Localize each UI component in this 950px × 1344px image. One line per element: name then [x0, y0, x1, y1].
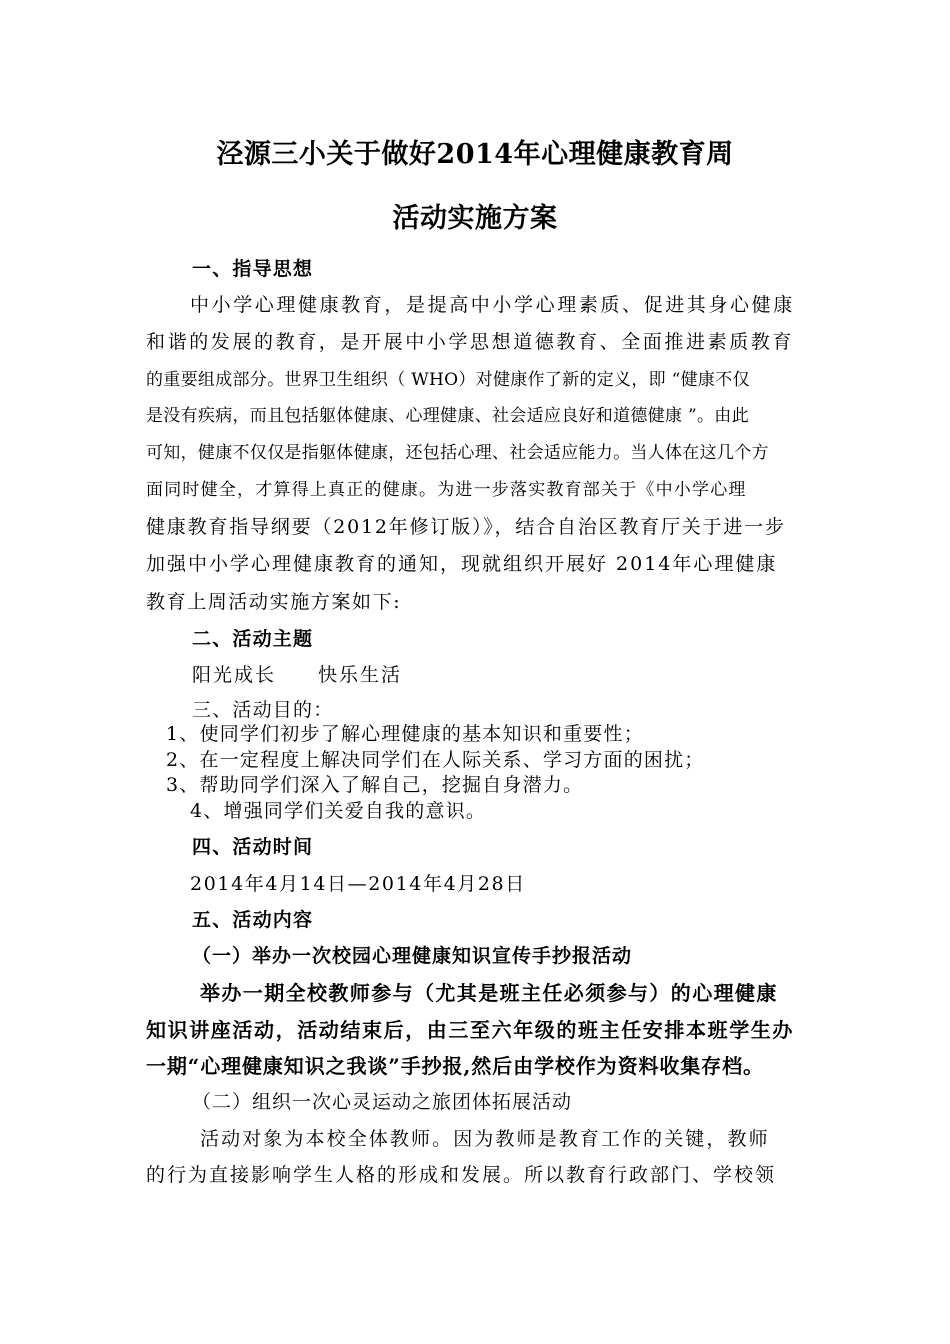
- paragraph-line: 是没有疾病，而且包括躯体健康、心理健康、社会适应良好和道德健康 ”。由此: [146, 406, 749, 426]
- document-title-line-1: 泾源三小关于做好2014年心理健康教育周: [216, 139, 734, 170]
- paragraph-line: 面同时健全，才算得上真正的健康。为进一步落实教育部关于《中小学心理: [146, 480, 747, 500]
- purpose-item: 2、在一定程度上解决同学们在人际关系、学习方面的困扰；: [166, 749, 705, 771]
- section-heading-content: 五、活动内容: [192, 909, 314, 931]
- paragraph-line: 知识讲座活动，活动结束后，由三至六年级的班主任安排本班学生办: [146, 1018, 794, 1042]
- paragraph-line: 可知，健康不仅仅是指躯体健康，还包括心理、社会适应能力。当人体在这几个方: [146, 443, 769, 463]
- subsection-heading-2: （二）组织一次心灵运动之旅团体拓展活动: [192, 1091, 573, 1113]
- paragraph-line: 和谐的发展的教育，是开展中小学思想道德教育、全面推进素质教育: [146, 331, 795, 353]
- section-heading-guiding-thought: 一、指导思想: [192, 258, 314, 280]
- paragraph-line: 举办一期全校教师参与（尤其是班主任必须参与）的心理健康: [200, 981, 778, 1005]
- section-heading-time: 四、活动时间: [192, 836, 314, 858]
- document-title-line-2: 活动实施方案: [392, 203, 558, 234]
- paragraph-line: 教育上周活动实施方案如下:: [146, 591, 402, 613]
- paragraph-line: 的重要组成部分。世界卫生组织（ WHO）对健康作了新的定义，即 “健康不仅: [146, 370, 750, 390]
- purpose-item: 4、增强同学们关爱自我的意识。: [190, 800, 487, 822]
- section-heading-theme: 二、活动主题: [192, 628, 314, 650]
- activity-date-range: 2014年4月14日—2014年4月28日: [190, 873, 526, 895]
- activity-theme: 阳光成长 快乐生活: [192, 664, 403, 686]
- paragraph-line: 健康教育指导纲要（2012年修订版）》，结合自治区教育厅关于进一步: [146, 516, 786, 538]
- purpose-item: 1、使同学们初步了解心理健康的基本知识和重要性；: [166, 723, 644, 745]
- paragraph-line: 活动对象为本校全体教师。因为教师是教育工作的关键，教师: [200, 1128, 770, 1150]
- subsection-heading-1: （一）举办一次校园心理健康知识宣传手抄报活动: [192, 945, 633, 967]
- purpose-item: 3、帮助同学们深入了解自己，挖掘自身潜力。: [166, 774, 584, 796]
- section-heading-purpose: 三、活动目的：: [192, 699, 334, 721]
- paragraph-line: 中小学心理健康教育，是提高中小学心理素质、促进其身心健康: [190, 294, 795, 316]
- paragraph-line: 的行为直接影响学生人格的形成和发展。所以教育行政部门、学校领: [146, 1164, 777, 1186]
- paragraph-line: 加强中小学心理健康教育的通知，现就组织开展好 2014年心理健康: [146, 553, 778, 575]
- paragraph-line: 一期“心理健康知识之我谈”手抄报,然后由学校作为资料收集存档。: [146, 1054, 764, 1078]
